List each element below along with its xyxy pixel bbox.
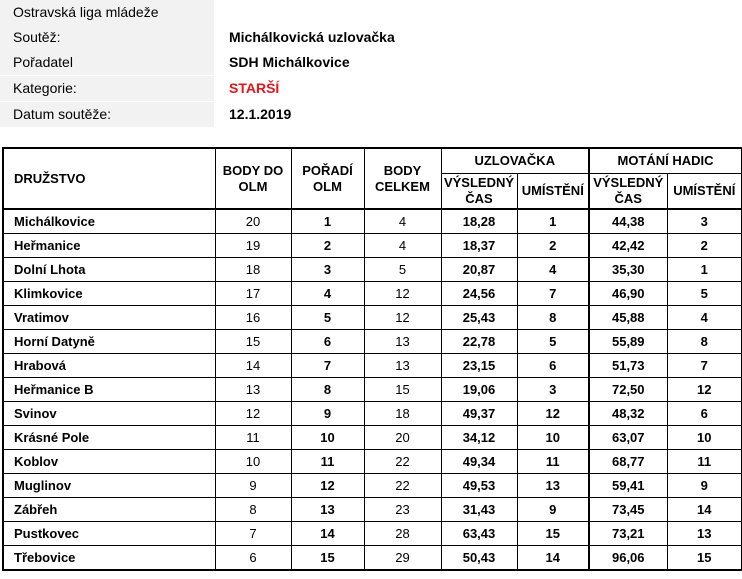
cell-team: Horní Datyně xyxy=(3,330,215,354)
cell-points-olm: 13 xyxy=(215,378,291,402)
cell-hadic-place: 4 xyxy=(667,306,742,330)
cell-hadic-place: 11 xyxy=(667,450,742,474)
cell-uzl-place: 7 xyxy=(517,282,589,306)
cell-points-total: 13 xyxy=(364,354,441,378)
info-row-league xyxy=(0,0,742,25)
cell-hadic-place: 5 xyxy=(667,282,742,306)
cell-points-olm: 6 xyxy=(215,546,291,571)
cell-hadic-time: 73,45 xyxy=(589,498,667,522)
cell-rank-olm: 6 xyxy=(291,330,364,354)
cell-hadic-time: 72,50 xyxy=(589,378,667,402)
cell-team: Heřmanice xyxy=(3,234,215,258)
cell-hadic-time: 59,41 xyxy=(589,474,667,498)
cell-hadic-place: 14 xyxy=(667,498,742,522)
cell-points-total: 15 xyxy=(364,378,441,402)
cell-team: Svinov xyxy=(3,402,215,426)
cell-points-olm: 19 xyxy=(215,234,291,258)
results-table xyxy=(2,147,742,571)
cell-uzl-place: 2 xyxy=(517,234,589,258)
date-value: 12.1.2019 xyxy=(229,106,292,122)
cell-points-olm: 12 xyxy=(215,402,291,426)
cell-hadic-time: 96,06 xyxy=(589,546,667,571)
table-row xyxy=(3,522,742,546)
info-block xyxy=(0,0,742,128)
cell-points-olm: 10 xyxy=(215,450,291,474)
cell-rank-olm: 7 xyxy=(291,354,364,378)
cell-points-total: 18 xyxy=(364,402,441,426)
info-row-date xyxy=(0,102,742,127)
cell-points-total: 22 xyxy=(364,474,441,498)
cell-rank-olm: 10 xyxy=(291,426,364,450)
info-row-organizer xyxy=(0,50,742,75)
cell-uzl-place: 8 xyxy=(517,306,589,330)
table-row xyxy=(3,402,742,426)
cell-hadic-place: 9 xyxy=(667,474,742,498)
cell-uzl-time: 25,43 xyxy=(441,306,517,330)
cell-uzl-place: 11 xyxy=(517,450,589,474)
cell-uzl-place: 12 xyxy=(517,402,589,426)
cell-uzl-place: 14 xyxy=(517,546,589,571)
cell-rank-olm: 8 xyxy=(291,378,364,402)
cell-team: Třebovice xyxy=(3,546,215,571)
cell-uzl-time: 23,15 xyxy=(441,354,517,378)
cell-points-total: 23 xyxy=(364,498,441,522)
cell-points-olm: 20 xyxy=(215,209,291,234)
date-label: Datum soutěže: xyxy=(0,102,214,127)
cell-uzl-place: 10 xyxy=(517,426,589,450)
cell-points-olm: 11 xyxy=(215,426,291,450)
cell-points-olm: 9 xyxy=(215,474,291,498)
cell-uzl-time: 49,53 xyxy=(441,474,517,498)
header-team: DRUŽSTVO xyxy=(3,148,215,209)
cell-points-total: 29 xyxy=(364,546,441,571)
cell-hadic-place: 15 xyxy=(667,546,742,571)
cell-hadic-time: 51,73 xyxy=(589,354,667,378)
cell-rank-olm: 4 xyxy=(291,282,364,306)
cell-team: Muglinov xyxy=(3,474,215,498)
cell-uzl-place: 15 xyxy=(517,522,589,546)
cell-points-olm: 18 xyxy=(215,258,291,282)
cell-hadic-time: 46,90 xyxy=(589,282,667,306)
table-row xyxy=(3,474,742,498)
organizer-label: Pořadatel xyxy=(0,50,214,75)
cell-uzl-time: 18,37 xyxy=(441,234,517,258)
cell-rank-olm: 11 xyxy=(291,450,364,474)
organizer-value: SDH Michálkovice xyxy=(229,54,350,70)
cell-uzl-time: 19,06 xyxy=(441,378,517,402)
cell-team: Koblov xyxy=(3,450,215,474)
table-row xyxy=(3,498,742,522)
table-row xyxy=(3,378,742,402)
cell-team: Zábřeh xyxy=(3,498,215,522)
cell-uzl-place: 4 xyxy=(517,258,589,282)
cell-hadic-place: 8 xyxy=(667,330,742,354)
cell-rank-olm: 3 xyxy=(291,258,364,282)
cell-hadic-place: 7 xyxy=(667,354,742,378)
cell-team: Klimkovice xyxy=(3,282,215,306)
cell-uzl-place: 6 xyxy=(517,354,589,378)
cell-points-olm: 16 xyxy=(215,306,291,330)
cell-uzl-time: 24,56 xyxy=(441,282,517,306)
competition-value: Michálkovická uzlovačka xyxy=(229,29,395,45)
cell-uzl-place: 3 xyxy=(517,378,589,402)
header-uzl-time: VÝSLEDNÝ ČAS xyxy=(441,173,517,209)
cell-points-total: 4 xyxy=(364,234,441,258)
cell-hadic-time: 68,77 xyxy=(589,450,667,474)
cell-uzl-place: 9 xyxy=(517,498,589,522)
cell-points-total: 12 xyxy=(364,306,441,330)
table-row xyxy=(3,209,742,234)
cell-points-total: 4 xyxy=(364,209,441,234)
header-hadic-time: VÝSLEDNÝ ČAS xyxy=(589,173,667,209)
cell-points-total: 5 xyxy=(364,258,441,282)
cell-points-total: 13 xyxy=(364,330,441,354)
cell-hadic-time: 44,38 xyxy=(589,209,667,234)
cell-hadic-place: 10 xyxy=(667,426,742,450)
cell-points-olm: 7 xyxy=(215,522,291,546)
cell-team: Heřmanice B xyxy=(3,378,215,402)
cell-hadic-time: 63,07 xyxy=(589,426,667,450)
cell-hadic-time: 48,32 xyxy=(589,402,667,426)
cell-uzl-place: 5 xyxy=(517,330,589,354)
cell-hadic-place: 13 xyxy=(667,522,742,546)
cell-points-total: 20 xyxy=(364,426,441,450)
cell-points-olm: 14 xyxy=(215,354,291,378)
cell-uzl-time: 34,12 xyxy=(441,426,517,450)
cell-points-total: 28 xyxy=(364,522,441,546)
cell-team: Michálkovice xyxy=(3,209,215,234)
cell-team: Pustkovec xyxy=(3,522,215,546)
header-points-total: BODY CELKEM xyxy=(364,148,441,209)
cell-hadic-time: 42,42 xyxy=(589,234,667,258)
cell-hadic-place: 1 xyxy=(667,258,742,282)
cell-rank-olm: 5 xyxy=(291,306,364,330)
cell-uzl-time: 18,28 xyxy=(441,209,517,234)
category-value: STARŠÍ xyxy=(229,80,280,96)
cell-hadic-time: 55,89 xyxy=(589,330,667,354)
table-row xyxy=(3,450,742,474)
cell-uzl-place: 1 xyxy=(517,209,589,234)
cell-points-total: 22 xyxy=(364,450,441,474)
table-row xyxy=(3,426,742,450)
table-row xyxy=(3,330,742,354)
cell-hadic-place: 12 xyxy=(667,378,742,402)
cell-hadic-time: 73,21 xyxy=(589,522,667,546)
results-body xyxy=(3,209,742,570)
cell-hadic-place: 2 xyxy=(667,234,742,258)
cell-rank-olm: 14 xyxy=(291,522,364,546)
cell-rank-olm: 12 xyxy=(291,474,364,498)
table-row xyxy=(3,282,742,306)
cell-hadic-time: 45,88 xyxy=(589,306,667,330)
cell-uzl-time: 49,37 xyxy=(441,402,517,426)
table-row xyxy=(3,354,742,378)
cell-hadic-place: 6 xyxy=(667,402,742,426)
cell-points-total: 12 xyxy=(364,282,441,306)
table-row xyxy=(3,234,742,258)
cell-uzl-time: 31,43 xyxy=(441,498,517,522)
header-points-olm: BODY DO OLM xyxy=(215,148,291,209)
cell-uzl-place: 13 xyxy=(517,474,589,498)
header-uzl-place: UMÍSTĚNÍ xyxy=(517,173,589,209)
competition-label: Soutěž: xyxy=(0,25,214,50)
cell-uzl-time: 22,78 xyxy=(441,330,517,354)
cell-uzl-time: 49,34 xyxy=(441,450,517,474)
league-name: Ostravská liga mládeže xyxy=(0,0,214,25)
category-label: Kategorie: xyxy=(0,76,214,101)
cell-points-olm: 8 xyxy=(215,498,291,522)
cell-team: Hrabová xyxy=(3,354,215,378)
cell-uzl-time: 20,87 xyxy=(441,258,517,282)
table-row xyxy=(3,546,742,571)
cell-uzl-time: 63,43 xyxy=(441,522,517,546)
info-row-competition xyxy=(0,25,742,50)
cell-points-olm: 15 xyxy=(215,330,291,354)
cell-team: Vratimov xyxy=(3,306,215,330)
cell-rank-olm: 15 xyxy=(291,546,364,571)
cell-hadic-place: 3 xyxy=(667,209,742,234)
cell-rank-olm: 1 xyxy=(291,209,364,234)
cell-points-olm: 17 xyxy=(215,282,291,306)
cell-team: Krásné Pole xyxy=(3,426,215,450)
cell-rank-olm: 9 xyxy=(291,402,364,426)
table-row xyxy=(3,306,742,330)
header-group-hadic: MOTÁNÍ HADIC xyxy=(589,148,742,173)
cell-rank-olm: 2 xyxy=(291,234,364,258)
cell-hadic-time: 35,30 xyxy=(589,258,667,282)
header-group-uzlovacka: UZLOVAČKA xyxy=(441,148,589,173)
table-row xyxy=(3,258,742,282)
header-rank-olm: POŘADÍ OLM xyxy=(291,148,364,209)
cell-team: Dolní Lhota xyxy=(3,258,215,282)
header-hadic-place: UMÍSTĚNÍ xyxy=(667,173,742,209)
cell-rank-olm: 13 xyxy=(291,498,364,522)
info-row-category xyxy=(0,76,742,101)
cell-uzl-time: 50,43 xyxy=(441,546,517,571)
